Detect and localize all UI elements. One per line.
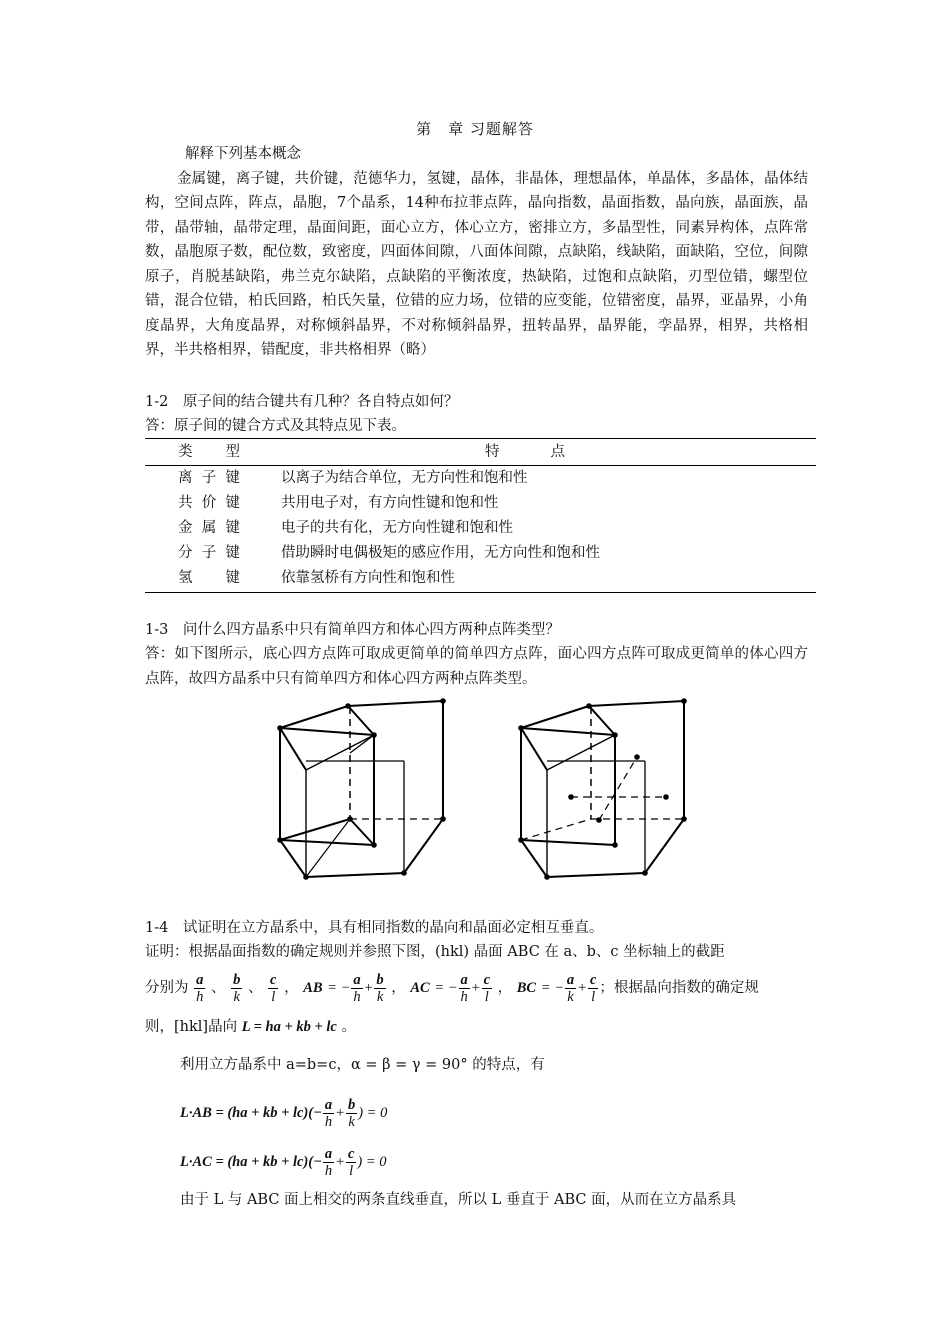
fraction: $\frac{c}{l}$ [347,1145,355,1179]
table-row [145,516,816,541]
cell-feature: 以离子为结合单位，无方向性和饱和性 [281,470,528,486]
rule-suffix: ；根据晶向指数的确定规 [599,980,759,996]
face-centered-lattice-figure [518,698,687,880]
edge [589,701,684,706]
intercepts-prefix: 分别为 [145,980,189,996]
fraction: $\frac{a}{h}$ [353,971,361,1005]
eq-right: ) = 0 [357,1154,387,1170]
table-top-rule [145,438,816,439]
lattice-point [277,725,283,731]
fraction: $\frac{c}{l}$ [270,971,277,1005]
lattice-point [568,794,574,800]
edge [348,706,374,735]
edge [547,735,615,770]
table-bottom-rule [145,592,816,593]
edge [521,728,547,770]
operator: + [577,980,587,996]
lattice-point [681,816,687,822]
edge [350,819,374,845]
lattice-point [544,874,550,880]
cell-feature: 依靠氢桥有方向性和饱和性 [281,570,455,586]
edge [521,840,615,845]
separator: 、 [210,980,226,996]
edge [521,840,547,877]
fraction: $\frac{b}{k}$ [376,971,384,1005]
cell-type: 分子键 [178,545,240,561]
hidden-edge [599,757,637,820]
fraction: $\frac{b}{k}$ [233,971,241,1005]
cell-feature: 电子的共有化，无方向性键和饱和性 [281,520,513,536]
q3-answer: 答：如下图所示，底心四方点阵可取成更简单的简单四方点阵，面心四方点阵可取成更简单的体心四方点阵，故四方晶系中只有简单四方和体心四方两种点阵类型。 [145,646,808,687]
fraction: $\frac{c}{l}$ [483,971,491,1005]
edge [521,706,589,728]
lattice-point [663,794,669,800]
lattice-point [596,817,602,823]
lattice-point [681,698,687,704]
operator: = − [540,980,564,996]
q4-proof-line1: 证明：根据晶面指数的确定规则并参照下图，(hkl) 晶面 ABC 在 a、b、c 坐标轴上的截距 [145,944,725,960]
separator: ， [497,980,513,996]
lattice-point [634,754,640,760]
edge [280,819,350,840]
operator: + [470,980,481,996]
lattice-point [586,703,592,709]
edge [280,840,306,877]
q2-answer: 答：原子间的键合方式及其特点见下表。 [145,418,406,434]
text: 。 [341,1019,356,1035]
operator: = − [327,980,351,996]
eq-left: L·AC = (ha + kb + lc)(− [180,1154,322,1170]
q1-body: 金属键，离子键，共价键，范德华力，氢键，晶体，非晶体，理想晶体，单晶体，多晶体，晶体结构，空间点阵，阵点，晶胞，7个晶系，14种布拉菲点阵，晶向指数，晶面指数，晶向族，晶面族，晶带，晶带轴，晶带定理，晶面间距，面心立方，体心立方，密排立方，多晶型性，同素异构体，点阵常数，晶胞原子数，配位数，致密度，四面体间隙，八面体间隙，点缺陷，线缺陷，面缺陷，空位，间隙原子，肖脱基缺陷，弗兰克尔缺陷，点缺陷的平衡浓度，热缺陷，过饱和点缺陷，刃型位错，螺型位错，混合位错，柏氏回路，柏氏矢量，位错的应力场，位错的应变能，位错密度，晶界，亚晶界，小角度晶界，大角度晶界，对称倾斜晶界，不对称倾斜晶界，扭转晶界，晶界能，孪晶界，相界，共格相界，半共格相界，错配度，非共格相界（略） [145,170,808,358]
edge [306,735,374,770]
q4-proof-line4: 利用立方晶系中 a=b=c，α = β = γ = 90° 的特点，有 [180,1057,545,1073]
table-row [145,566,816,591]
lattice-point [277,837,283,843]
edge [645,819,684,873]
equation-1 [180,1094,387,1132]
operator: + [363,980,374,996]
equation-2 [180,1143,387,1181]
edge [280,706,348,728]
edge [280,728,306,770]
direction-vector: L = ha + kb + lc [241,1019,337,1035]
header-type: 类型 [178,444,240,460]
cell-type: 金属键 [178,520,240,536]
fraction: $\frac{a}{h}$ [324,1096,333,1130]
vector-bc: BC [516,980,537,996]
table-row [145,491,816,516]
table-header-row [145,440,816,465]
fraction: $\frac{b}{k}$ [347,1096,356,1130]
fraction: $\frac{c}{l}$ [589,971,597,1005]
lattice-point [518,837,524,843]
edge [589,706,615,735]
vector-ac: AC [410,980,430,996]
q3-question: 1-3 问什么四方晶系中只有简单四方和体心四方两种点阵类型？ [145,622,560,638]
eq-right: ) = 0 [358,1105,388,1121]
lattice-point [345,703,351,709]
lattice-point [440,698,446,704]
cell-type: 离子键 [178,470,240,486]
lattice-point [303,874,309,880]
lattice-point [440,816,446,822]
operator: + [335,1154,345,1170]
q4-proof-line3 [145,1015,356,1039]
separator: ， [391,980,406,996]
page-title: 第 章 习题解答 [416,120,534,138]
edge [547,873,645,877]
vector-ab: AB [303,980,323,996]
lattice-point [371,842,377,848]
eq-left: L·AB = (ha + kb + lc)(− [180,1105,322,1121]
q4-question: 1-4 试证明在立方晶系中，具有相同指数的晶向和晶面必定相互垂直。 [145,920,604,936]
cell-type: 氢键 [178,570,240,586]
cell-feature: 借助瞬时电偶极矩的感应作用，无方向性和饱和性 [281,545,600,561]
header-feature: 特点 [485,444,565,460]
edge [306,819,350,877]
table-row [145,466,816,491]
separator: 、 [247,980,263,996]
lattice-point [642,870,648,876]
operator: = − [434,980,458,996]
lattice-point [612,732,618,738]
table-row [145,541,816,566]
fraction: $\frac{a}{h}$ [324,1145,333,1179]
cell-type: 共价键 [178,495,240,511]
q4-proof-line2 [145,970,759,1006]
lattice-point [401,870,407,876]
q4-conclusion: 由于 L 与 ABC 面上相交的两条直线垂直，所以 L 垂直于 ABC 面，从而在立方晶系具 [180,1192,737,1208]
edge [348,701,443,706]
q1-heading: 解释下列基本概念 [185,146,301,162]
lattice-point [347,816,353,822]
lattice-point [612,842,618,848]
edge [521,728,615,735]
tetragonal-lattice-figure [270,695,700,885]
fraction: $\frac{a}{h}$ [196,971,204,1005]
fraction: $\frac{a}{k}$ [566,971,575,1005]
operator: + [335,1105,345,1121]
hidden-edge [521,819,591,840]
edge [404,819,443,873]
text: 则，[hkl]晶向 [145,1019,238,1035]
edge [306,873,404,877]
edge [350,735,374,753]
base-centered-lattice-figure [277,698,446,880]
lattice-point [518,725,524,731]
edge [280,728,374,735]
separator: ， [284,980,299,996]
edge [280,840,374,845]
cell-feature: 共用电子对，有方向性键和饱和性 [281,495,499,511]
fraction: $\frac{a}{h}$ [460,971,468,1005]
q2-question: 1-2 原子间的结合键共有几种？各自特点如何？ [145,394,459,410]
lattice-point [371,732,377,738]
q1-section [145,142,808,363]
